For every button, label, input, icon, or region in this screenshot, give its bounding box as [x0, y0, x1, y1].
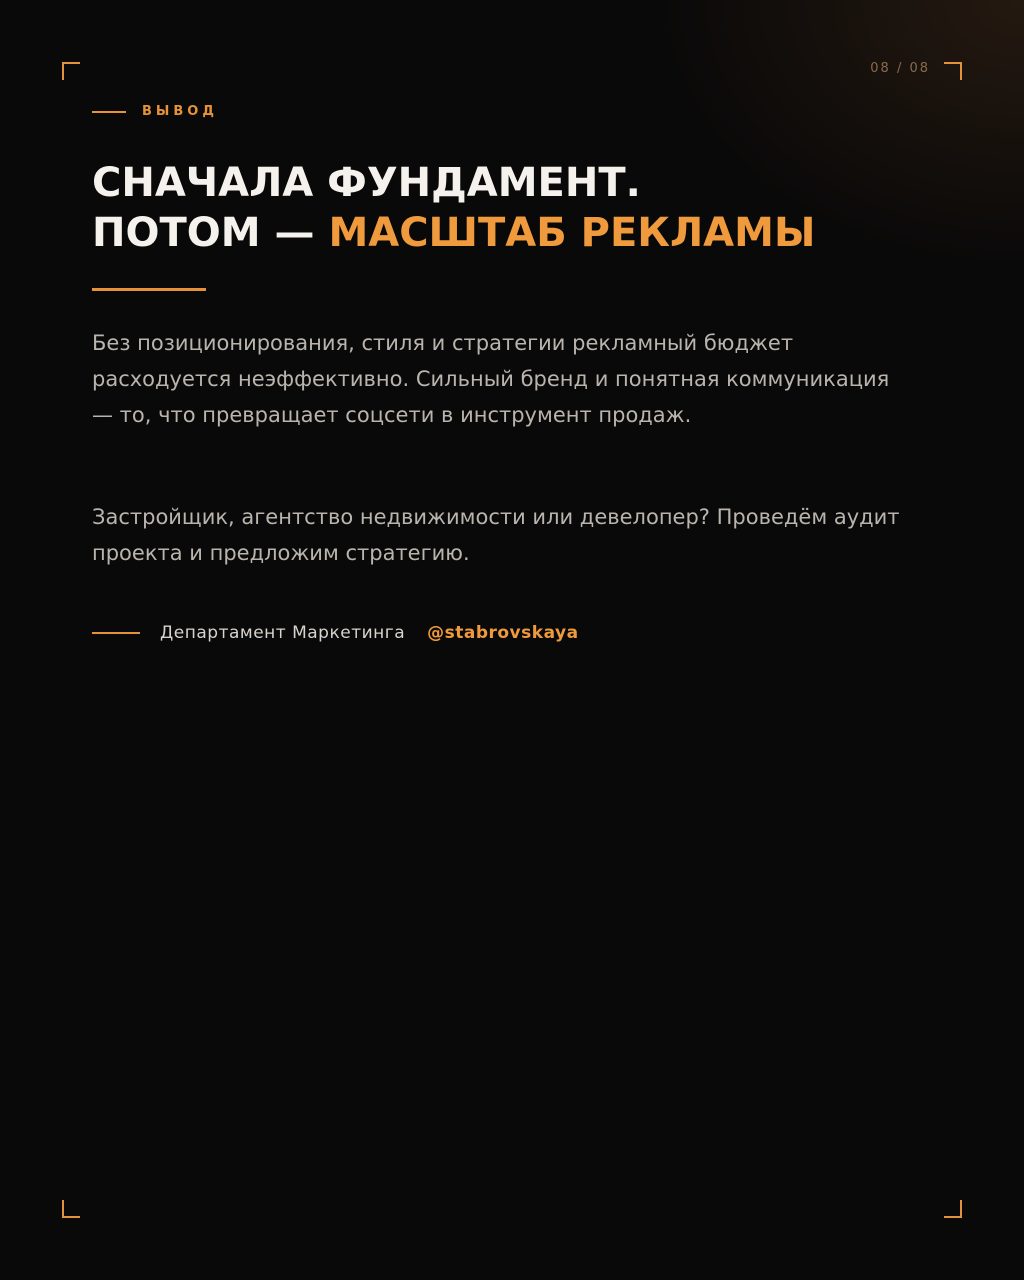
corner-bottom-right-bracket [944, 1200, 962, 1218]
body-paragraph-2: Застройщик, агентство недвижимости или девелопер? Проведём аудит проекта и предложим стратегию. [92, 505, 900, 565]
corner-bottom-left-bracket [62, 1200, 80, 1218]
body-paragraph-1: Без позиционирования, стиля и стратегии рекламный бюджет расходуется неэффективно. Сильный бренд и понятная коммуникация — то, что превращает соцсети в инструмент продаж. [92, 331, 890, 427]
social-handle[interactable]: @stabrovskaya [427, 623, 579, 643]
eyebrow-label: ВЫВОД [142, 104, 218, 119]
page-counter: 08 / 08 [870, 61, 930, 76]
eyebrow [92, 104, 218, 119]
headline-divider [92, 288, 206, 291]
headline [92, 158, 815, 258]
signature-line [92, 632, 140, 634]
headline-line-2-accent: МАСШТАБ РЕКЛАМЫ [328, 210, 816, 256]
department-name: Департамент Маркетинга [160, 623, 406, 643]
eyebrow-line [92, 111, 126, 113]
signature [92, 621, 579, 645]
corner-top-left-bracket [62, 62, 80, 80]
headline-line-2-prefix: ПОТОМ — [92, 210, 329, 256]
headline-line-1: СНАЧАЛА ФУНДАМЕНТ. [92, 160, 641, 206]
corner-top-right-bracket [944, 62, 962, 80]
